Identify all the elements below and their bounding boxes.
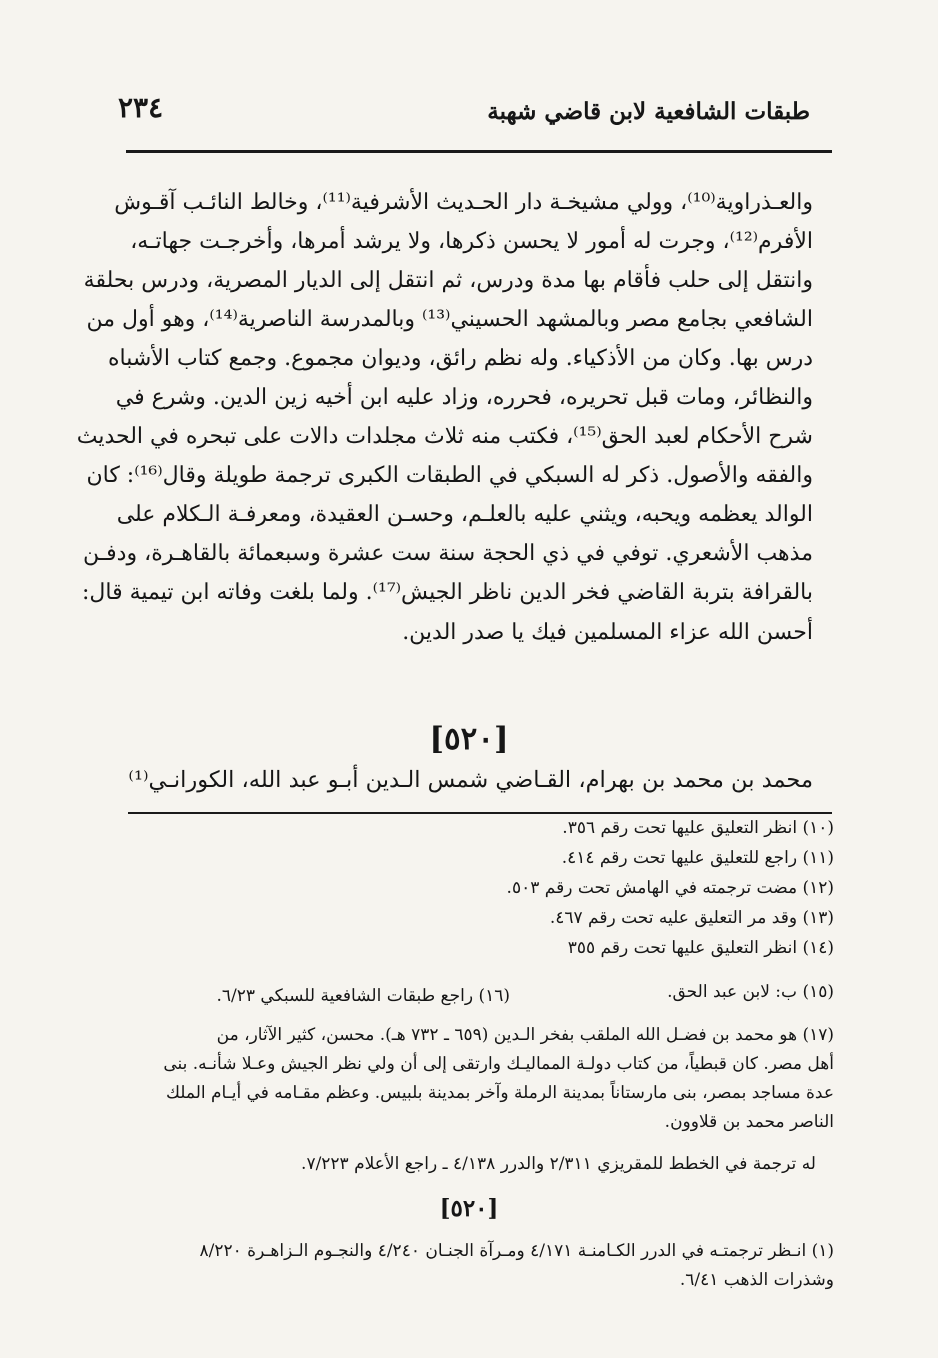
entry-number: [٥٢٠] — [429, 721, 509, 757]
footnote-17-line: أهل مصر. كان قبطياً، من كتاب دولـة المماليـك وارتقى إلى أن ولي نظر الجيش وعـلا شأنـه. بنى — [163, 1054, 834, 1074]
running-header-title: طبقات الشافعية لابن قاضي شهبة — [487, 98, 810, 125]
page-number: ٢٣٤ — [118, 91, 164, 124]
body-line: مذهب الأشعري. توفي في ذي الحجة سنة ست عشرة وسبعمائة بالقاهـرة، ودفـن — [82, 541, 813, 566]
body-line: وانتقل إلى حلب فأقام بها مدة ودرس، ثم انتقل إلى الديار المصرية، ودرس بحلقة — [83, 268, 813, 293]
body-line: درس بها. وكان من الأذكياء. وله نظم رائق، وديوان مجموع. وجمع كتاب الأشباه — [108, 346, 813, 371]
footnote-11: (١١) راجع للتعليق عليها تحت رقم ٤١٤. — [561, 848, 834, 868]
footnote-15: (١٥) ب: لابن عبد الحق. — [667, 982, 834, 1002]
footnote-sources: له ترجمة في الخطط للمقريزي ٢/٣١١ والدرر ٤/١٣٨ ـ راجع الأعلام ٧/٢٢٣. — [301, 1154, 816, 1174]
footnote-17-line: الناصر محمد بن قلاوون. — [664, 1112, 834, 1132]
body-line: والفقه والأصول. ذكر له السبكي في الطبقات الكبرى ترجمة طويلة وقال⁽¹⁶⁾: كان — [86, 463, 813, 488]
body-line: الوالد يعظمه ويحبه، ويثني عليه بالعلـم، وحسـن العقيدة، ومعرفـة الـكلام على — [116, 502, 813, 527]
body-line: والنظائر، ومات قبل تحريره، فحرره، وزاد عليه ابن أخيه زين الدين. وشرع في — [115, 385, 813, 410]
body-line: أحسن الله عزاء المسلمين فيك يا صدر الدين. — [402, 620, 813, 645]
body-line: شرح الأحكام لعبد الحق⁽¹⁵⁾، فكتب منه ثلاث مجلدات دالات على تبحره في الحديث — [76, 424, 813, 449]
footnote-13: (١٣) وقد مر التعليق عليه تحت رقم ٤٦٧. — [549, 908, 834, 928]
footnote-17-line: (١٧) هو محمد بن فضـل الله الملقب بفخر الـدين (٦٥٩ ـ ٧٣٢ هـ). محسن، كثير الآثار، من — [216, 1025, 834, 1045]
footnote-1-line: وشذرات الذهب ٦/٤١. — [679, 1270, 834, 1290]
body-line: بالقرافة بتربة القاضي فخر الدين ناظر الجيش⁽¹⁷⁾. ولما بلغت وفاته ابن تيمية قال: — [82, 580, 813, 605]
body-line: الشافعي بجامع مصر وبالمشهد الحسيني⁽¹³⁾ وبالمدرسة الناصرية⁽¹⁴⁾، وهو أول من — [86, 307, 813, 332]
footnote-10: (١٠) انظر التعليق عليها تحت رقم ٣٥٦. — [562, 818, 834, 838]
footnote-entry-number: [٥٢٠] — [439, 1195, 499, 1222]
footnote-1-line: (١) انـظر ترجمتـه في الدرر الكـامنـة ٤/١٧١ ومـرآة الجنـان ٤/٢٤٠ والنجـوم الـزاهـرة ٨/٢٢٠ — [199, 1241, 834, 1261]
header-divider — [126, 150, 832, 153]
footnote-17-line: عدة مساجد بمصر، بنى مارستاناً بمدينة الرملة وآخر بمدينة بلبيس. وعظم مقـامه في أيـام الملك — [165, 1083, 834, 1103]
entry-title: محمد بن محمد بن بهرام، القـاضي شمس الـدين أبـو عبد الله، الكورانـي⁽¹⁾ — [128, 767, 813, 793]
body-line: الأفرم⁽¹²⁾، وجرت له أمور لا يحسن ذكرها، ولا يرشد أمرها، وأخرجـت جهاتـه، — [130, 229, 813, 254]
body-line: والعـذراوية⁽¹⁰⁾، وولي مشيخـة دار الحـديث الأشرفية⁽¹¹⁾، وخالط النائـب آقـوش — [114, 190, 813, 215]
footnote-14: (١٤) انظر التعليق عليها تحت رقم ٣٥٥ — [567, 938, 834, 958]
footnote-16: (١٦) راجع طبقات الشافعية للسبكي ٦/٢٣. — [216, 986, 510, 1006]
footnote-12: (١٢) مضت ترجمته في الهامش تحت رقم ٥٠٣. — [506, 878, 834, 898]
